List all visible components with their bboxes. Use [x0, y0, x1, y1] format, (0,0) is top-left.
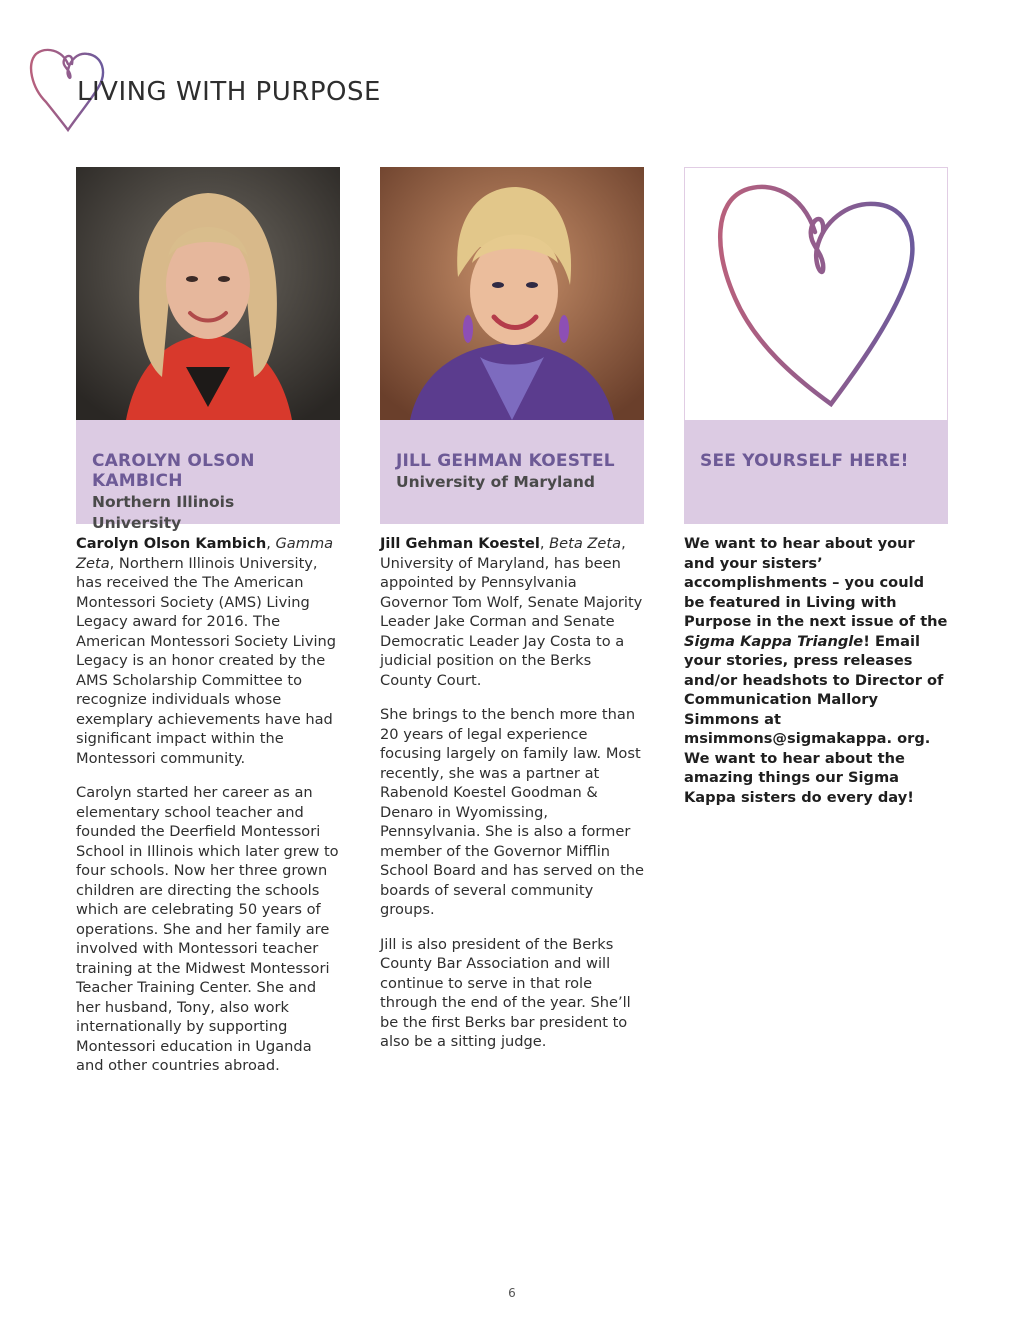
lead-name: Jill Gehman Koestel — [380, 535, 540, 552]
profile-body — [380, 534, 644, 1052]
name-band — [380, 420, 644, 524]
lead-sep: , — [539, 535, 550, 552]
callout-card — [684, 167, 948, 807]
portrait-photo — [380, 167, 644, 420]
lead-chapter: Gamma Zeta — [76, 535, 334, 572]
page-header — [28, 40, 428, 140]
lead-rest: , University of Maryland, has been appointed by Pennsylvania Governor Tom Wolf, Senate Majority Leader Jake Corman and Senate Democratic Leader Jay Costa to a judicial position on the Berks County Court. — [380, 535, 643, 689]
body-paragraph: Carolyn started her career as an elementary school teacher and founded the Deerfield Montessori School in Illinois which later grew to four schools. Now her three grown children are directing the schools which are celebrating 50 years of operations. She and her family are involved with Montessori teacher training at the Midwest Montessori Teacher Training Center. She and her husband, Tony, also work internationally by supporting Montessori education in Uganda and other countries abroad. — [76, 784, 339, 1074]
profile-school: Northern Illinois University — [92, 493, 235, 532]
lead-name: Carolyn Olson Kambich — [76, 535, 267, 552]
page-title: LIVING WITH PURPOSE — [77, 77, 381, 107]
callout-body — [684, 534, 948, 807]
page-number: 6 — [508, 1286, 516, 1300]
callout-text-before: We want to hear about your and your sisters’ accomplishments – you could be featured in Living with Purpose in the next issue of the — [684, 535, 948, 630]
body-paragraph: She brings to the bench more than 20 years of legal experience focusing largely on family law. Most recently, she was a partner at Rabenold Koestel Goodman & Denaro in Wyomissing, Pennsylvania. She is also a former member of the Governor Mifflin School Board and has served on the boards of several community groups. — [380, 706, 645, 918]
profile-body — [76, 534, 340, 1076]
heart-panel — [684, 167, 948, 420]
profile-name: CAROLYN OLSON KAMBICH — [92, 451, 255, 491]
callout-title: SEE YOURSELF HERE! — [700, 451, 909, 471]
profile-name: JILL GEHMAN KOESTEL — [396, 451, 615, 471]
lead-sep: , — [266, 535, 276, 552]
callout-publication: Sigma Kappa Triangle — [684, 632, 864, 650]
portrait-photo — [76, 167, 340, 420]
lead-rest: , Northern Illinois University, has received the The American Montessori Society (AMS) Living Legacy award for 2016. The American Montessori Society Living Legacy is an honor created by the AMS Scholarship Committee to recognize individuals whose exemplary achievements have had significant impact within the Montessori community. — [76, 554, 337, 767]
lead-paragraph — [380, 534, 644, 690]
body-paragraph: Jill is also president of the Berks County Bar Association and will continue to serve in that role through the end of the year. She’ll be the first Berks bar president to also be a sitting judge. — [380, 935, 631, 1050]
callout-text-after: ! Email your stories, press releases and/or headshots to Director of Communication Mallory Simmons at msimmons@sigmakappa. org. We want to hear about the amazing things our Sigma Kappa sisters do every day! — [684, 632, 944, 806]
profile-school: University of Maryland — [396, 473, 595, 491]
lead-paragraph — [76, 534, 340, 768]
profile-card-2 — [380, 167, 644, 1067]
heart-icon — [685, 168, 947, 420]
profile-card-1 — [76, 167, 340, 1091]
name-band — [76, 420, 340, 532]
name-band — [684, 420, 948, 524]
lead-chapter: Beta Zeta — [549, 535, 622, 552]
